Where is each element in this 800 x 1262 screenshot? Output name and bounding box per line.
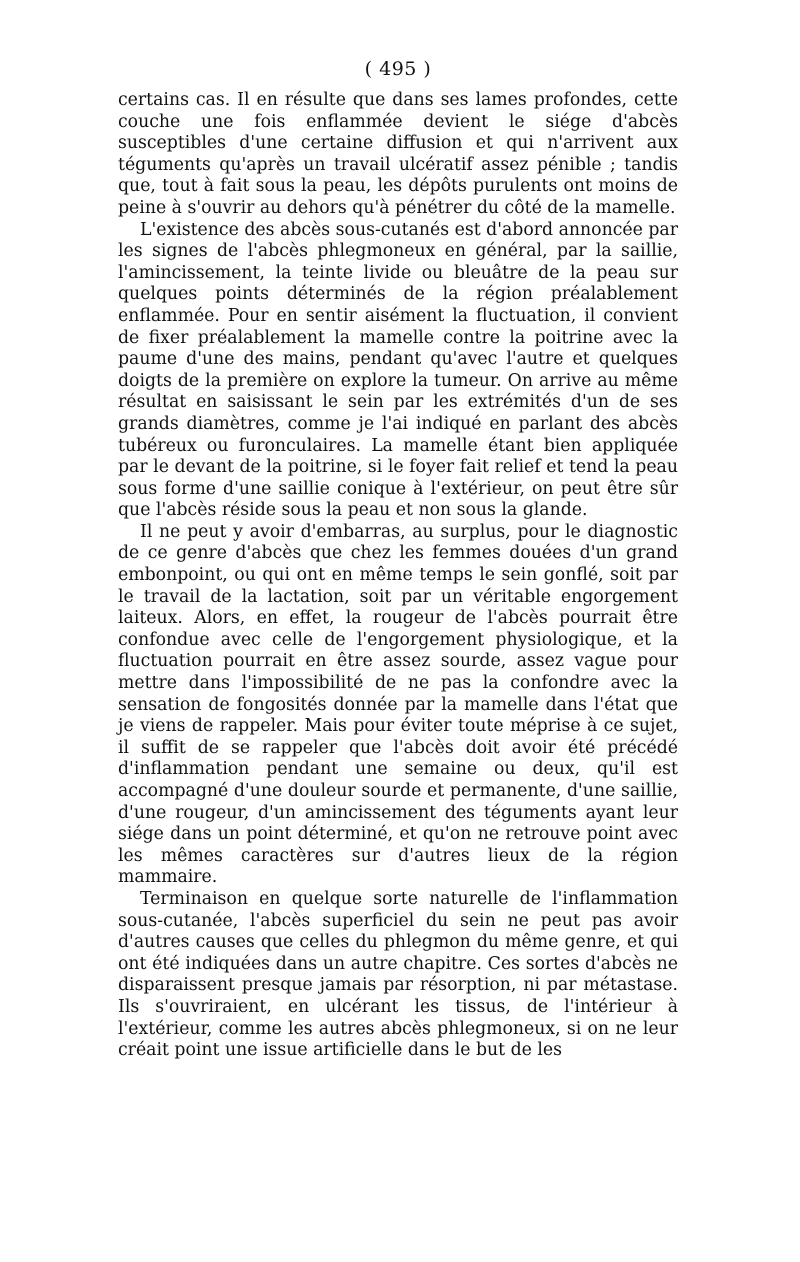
paragraph-diagnosis: Il ne peut y avoir d'embarras, au surplus, pour le diagnostic de ce genre d'abcès que chez les femmes douées d'un grand embonpoint, ou qui ont en même temps le sein gonflé, soit par le travail de la lactation, soit par un véritable engorgement laiteux. Alors, en effet, la rougeur de l'abcès pourrait être confondue avec celle de l'engorgement physiologique, et la fluctuation pourrait en être assez sourde, assez vague pour mettre dans l'impossibilité de ne pas la confondre avec la sensation de fongosités donnée par la mamelle dans l'état que je viens de rappeler. Mais pour éviter toute méprise à ce sujet, il suffit de se rappeler que l'abcès doit avoir été précédé d'inflammation pendant une semaine ou deux, qu'il est accompagné d'une douleur sourde et permanente, d'une saillie, d'une rougeur, d'un amincissement des téguments ayant leur siége dans un point déterminé, et qu'on ne retrouve point avec les mêmes caractères sur d'autres lieux de la région mammaire. [118, 521, 678, 888]
book-page [118, 56, 678, 1062]
page-number: ( 495 ) [364, 58, 432, 80]
paragraph-termination: Terminaison en quelque sorte naturelle de l'inflammation sous-cutanée, l'abcès superficiel du sein ne peut pas avoir d'autres causes que celles du phlegmon du même genre, et qui ont été indiquées dans un autre chapitre. Ces sortes d'abcès ne disparaissent presque jamais par résorption, ni par métastase. Ils s'ouvriraient, en ulcérant les tissus, de l'intérieur à l'extérieur, comme les autres abcès phlegmoneux, si on ne leur créait point une issue artificielle dans le but de les [118, 888, 678, 1061]
paragraph-subcutaneous-abscess-signs: L'existence des abcès sous-cutanés est d'abord annoncée par les signes de l'abcès phlegmoneux en général, par la saillie, l'amincissement, la teinte livide ou bleuâtre de la peau sur quelques points déterminés de la région préalablement enflammée. Pour en sentir aisément la fluctuation, il convient de fixer préalablement la mamelle contre la poitrine avec la paume d'une des mains, pendant qu'avec l'autre et quelques doigts de la première on explore la tumeur. On arrive au même résultat en saisissant le sein par les extrémités d'un de ses grands diamètres, comme je l'ai indiqué en parlant des abcès tubéreux ou furonculaires. La mamelle étant bien appliquée par le devant de la poitrine, si le foyer fait relief et tend la peau sous forme d'une saillie conique à l'extérieur, on peut être sûr que l'abcès réside sous la peau et non sous la glande. [118, 219, 678, 521]
paragraph-continuation: certains cas. Il en résulte que dans ses lames profondes, cette couche une fois enflammée devient le siége d'abcès susceptibles d'une certaine diffusion et qui n'arrivent aux téguments qu'après un travail ulcératif assez pénible ; tandis que, tout à fait sous la peau, les dépôts purulents ont moins de peine à s'ouvrir au dehors qu'à pénétrer du côté de la mamelle. [118, 90, 678, 218]
